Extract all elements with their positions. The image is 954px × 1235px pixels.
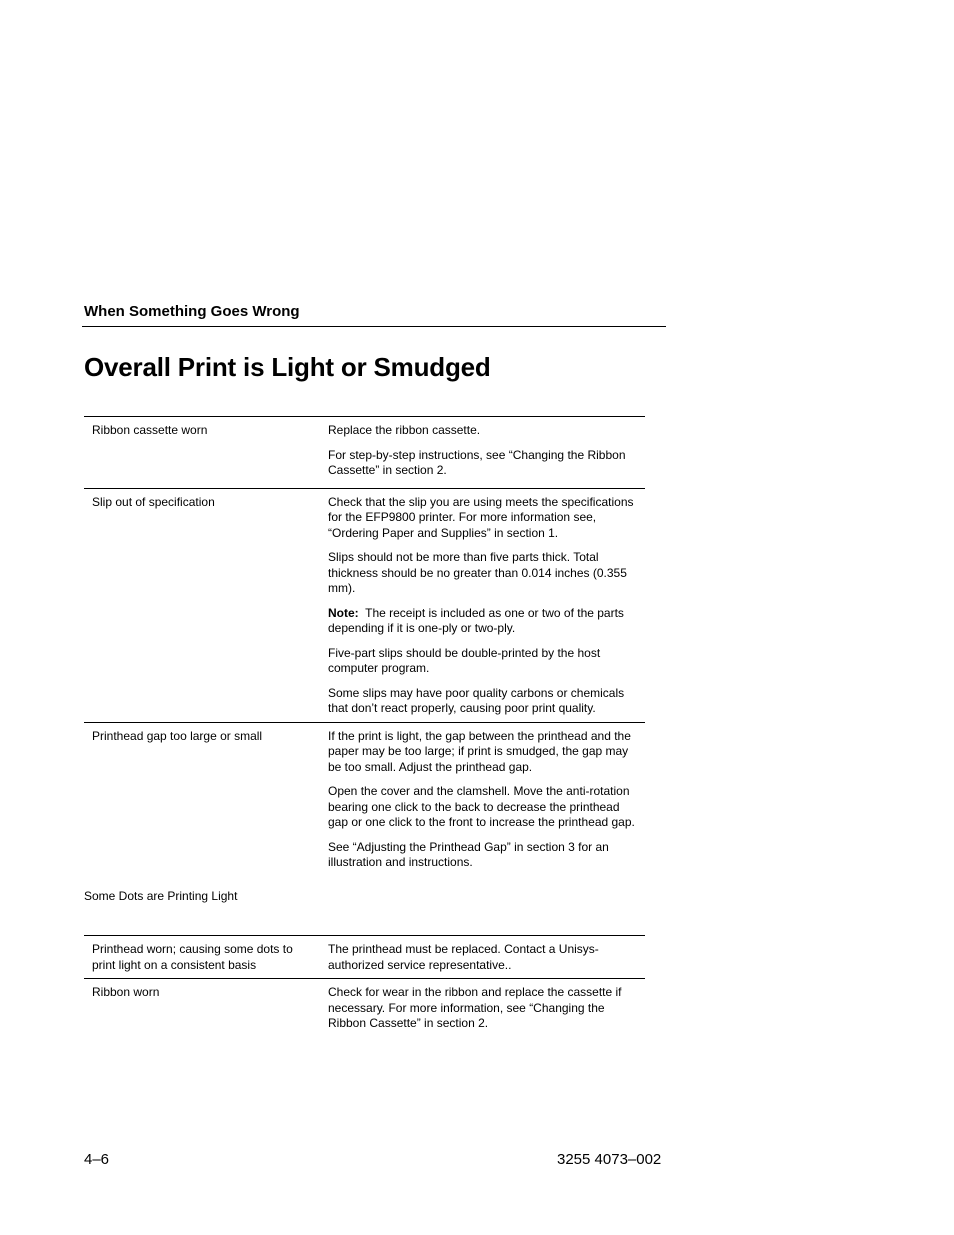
remedy-text: Check for wear in the ribbon and replace the cassette if necessary. For more information, see “Changing the Ribbon Cassette” in section 2. [328, 985, 622, 1030]
remedy-cell [321, 936, 645, 979]
table-row [84, 936, 645, 979]
remedy-text: Replace the ribbon cassette. [328, 423, 481, 437]
table-row [84, 417, 645, 489]
remedy-cell [321, 488, 645, 722]
table-row [84, 488, 645, 722]
remedy-text: Slips should not be more than five parts thick. Total thickness should be no greater than 0.014 inches (0.355 mm). [328, 550, 627, 595]
page-title: Overall Print is Light or Smudged [84, 352, 491, 382]
document-number: 3255 4073–002 [557, 1151, 662, 1168]
remedy-text: Open the cover and the clamshell. Move the anti-rotation bearing one click to the back to decrease the printhead gap or one click to the front to increase the printhead gap. [328, 784, 635, 829]
remedy-text: Check that the slip you are using meets the specifications for the EFP9800 printer. For more information see, “Ordering Paper and Supplies” in section 1. [328, 494, 634, 540]
header-rule [82, 326, 666, 327]
cause-cell: Slip out of specification [92, 494, 215, 509]
section-subheading: Some Dots are Printing Light [84, 889, 238, 903]
table-row [84, 722, 645, 880]
cause-cell: Ribbon worn [92, 985, 160, 999]
remedy-text: Five-part slips should be double-printed by the host computer program. [328, 645, 601, 675]
remedy-text: See “Adjusting the Printhead Gap” in section 3 for an illustration and instructions. [328, 839, 609, 869]
remedy-cell [321, 417, 645, 489]
table-row [84, 979, 645, 1041]
page-number: 4–6 [84, 1151, 110, 1168]
remedy-text: For step-by-step instructions, see “Changing the Ribbon Cassette” in section 2. [328, 447, 626, 477]
remedy-text: The printhead must be replaced. Contact a Unisys-authorized service representative.. [328, 942, 599, 972]
remedy-cell [321, 979, 645, 1041]
note-paragraph [328, 606, 637, 637]
note-label: Note: [328, 605, 359, 620]
troubleshooting-table-dots-light [84, 935, 645, 1041]
remedy-text: Some slips may have poor quality carbons or chemicals that don’t react properly, causing poor print quality. [328, 685, 625, 715]
troubleshooting-table-light-smudged [84, 416, 645, 880]
remedy-text: If the print is light, the gap between the printhead and the paper may be too large; if print is smudged, the gap may be too small. Adjust the printhead gap. [328, 728, 631, 774]
remedy-cell [321, 722, 645, 880]
cause-cell: Printhead gap too large or small [92, 728, 263, 743]
running-head: When Something Goes Wrong [84, 303, 300, 320]
note-text: The receipt is included as one or two of the parts depending if it is one-ply or two-ply. [328, 605, 624, 635]
cause-cell: Printhead worn; causing some dots to print light on a consistent basis [92, 942, 293, 972]
cause-cell: Ribbon cassette worn [92, 423, 208, 437]
